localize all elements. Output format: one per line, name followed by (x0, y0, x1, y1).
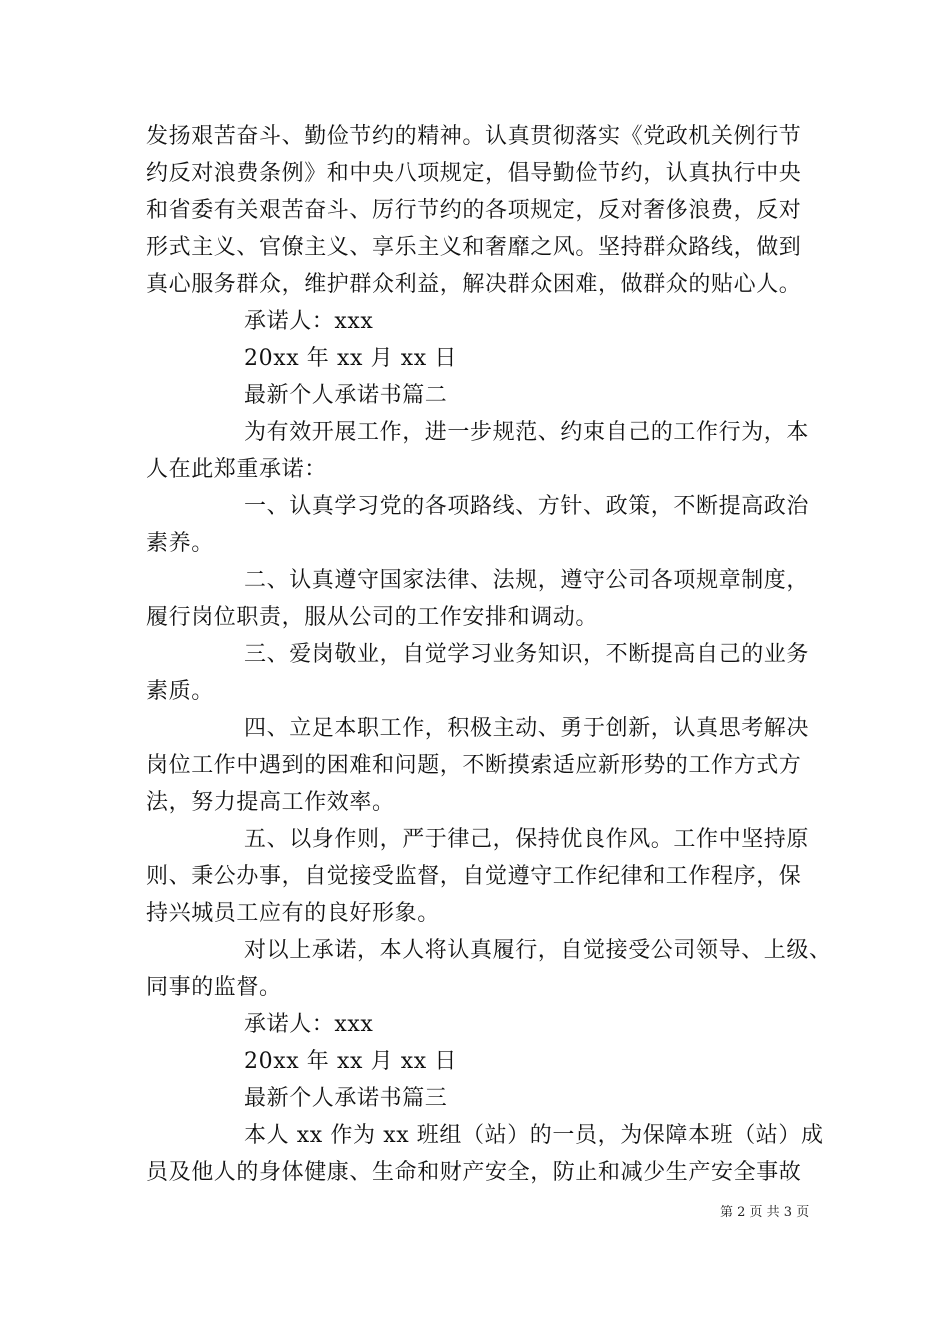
text-line: 四、立足本职工作，积极主动、勇于创新，认真思考解决 (244, 716, 810, 741)
text-line: 五、以身作则，严于律己，保持优良作风。工作中坚持原 (244, 827, 810, 852)
text-line: 岗位工作中遇到的困难和问题，不断摸索适应新形势的工作方式方 (146, 753, 802, 778)
text-line: 素质。 (146, 679, 214, 704)
text-line: 员及他人的身体健康、生命和财产安全，防止和减少生产安全事故 (146, 1160, 802, 1185)
text-line: 同事的监督。 (146, 975, 282, 1000)
page-number: 第 2 页 共 3 页 (720, 1205, 810, 1220)
text-line: 真心服务群众，维护群众利益，解决群众困难，做群众的贴心人。 (146, 272, 802, 297)
text-line: 人在此郑重承诺： (146, 457, 327, 482)
text-line: 履行岗位职责，服从公司的工作安排和调动。 (146, 605, 599, 630)
document-body (146, 118, 832, 1191)
text-line: 素养。 (146, 531, 214, 556)
date-line: 20xx 年 xx 月 xx 日 (244, 1049, 458, 1074)
text-line: 本人 xx 作为 xx 班组（站）的一员，为保障本班（站）成 (244, 1123, 824, 1148)
section-heading: 最新个人承诺书篇三 (244, 1086, 448, 1111)
text-line: 和省委有关艰苦奋斗、厉行节约的各项规定，反对奢侈浪费，反对 (146, 198, 802, 223)
text-line: 约反对浪费条例》和中央八项规定，倡导勤俭节约，认真执行中央 (146, 161, 802, 186)
text-line: 则、秉公办事，自觉接受监督，自觉遵守工作纪律和工作程序，保 (146, 864, 802, 889)
text-line: 对以上承诺，本人将认真履行，自觉接受公司领导、上级、 (244, 938, 832, 963)
signatory-line: 承诺人：xxx (244, 309, 374, 334)
text-line: 二、认真遵守国家法律、法规，遵守公司各项规章制度， (244, 568, 810, 593)
text-line: 三、爱岗敬业，自觉学习业务知识，不断提高自己的业务 (244, 642, 810, 667)
signatory-line: 承诺人：xxx (244, 1012, 374, 1037)
text-line: 一、认真学习党的各项路线、方针、政策，不断提高政治 (244, 494, 810, 519)
text-line: 法，努力提高工作效率。 (146, 790, 395, 815)
date-line: 20xx 年 xx 月 xx 日 (244, 346, 458, 371)
text-line: 发扬艰苦奋斗、勤俭节约的精神。认真贯彻落实《党政机关例行节 (146, 124, 802, 149)
text-line: 持兴城员工应有的良好形象。 (146, 901, 440, 926)
section-heading: 最新个人承诺书篇二 (244, 383, 448, 408)
text-line: 为有效开展工作，进一步规范、约束自己的工作行为，本 (244, 420, 810, 445)
text-line: 形式主义、官僚主义、享乐主义和奢靡之风。坚持群众路线，做到 (146, 235, 802, 260)
